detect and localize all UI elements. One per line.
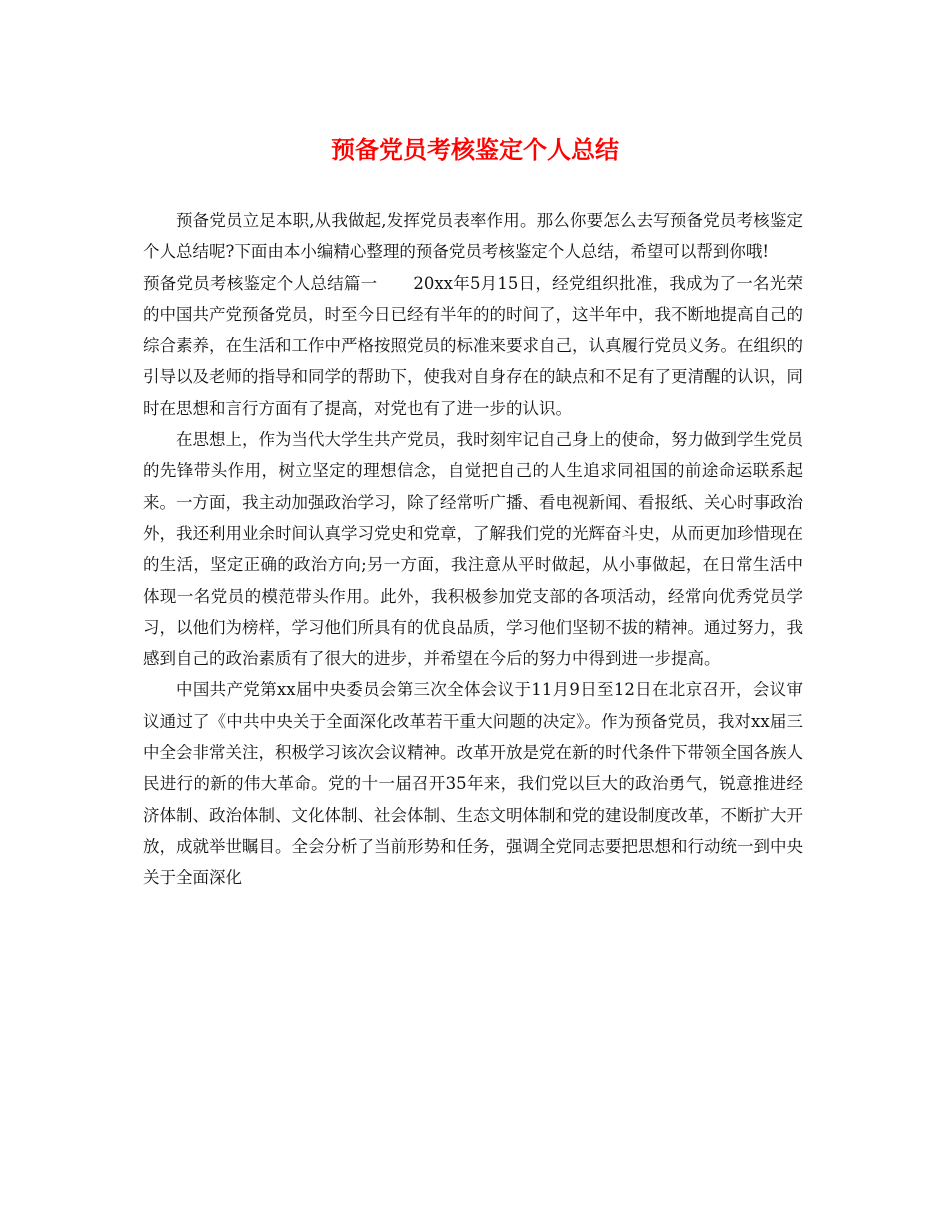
- plenum-paragraph: 中国共产党第xx届中央委员会第三次全体会议于11月9日至12日在北京召开，会议审议通过了《中共中央关于全面深化改革若干重大问题的决定》。作为预备党员，我对xx届三中全会非常关注，积极学习该次会议精神。改革开放是党在新的时代条件下带领全国各族人民进行的新的伟大革命。党的十一届召开35年来，我们党以巨大的政治勇气，锐意推进经济体制、政治体制、文化体制、社会体制、生态文明体制和党的建设制度改革，不断扩大开放，成就举世瞩目。全会分析了当前形势和任务，强调全党同志要把思想和行动统一到中央关于全面深化: [143, 680, 803, 888]
- thought-paragraph: 在思想上，作为当代大学生共产党员，我时刻牢记自己身上的使命，努力做到学生党员的先锋带头作用，树立坚定的理想信念，自觉把自己的人生追求同祖国的前途命运联系起来。一方面，我主动加强政治学习，除了经常听广播、看电视新闻、看报纸、关心时事政治外，我还利用业余时间认真学习党史和党章，了解我们党的光辉奋斗史，从而更加珍惜现在的生活，坚定正确的政治方向;另一方面，我注意从平时做起，从小事做起，在日常生活中体现一名党员的模范带头作用。此外，我积极参加党支部的各项活动，经常向优秀党员学习，以他们为榜样，学习他们所具有的优良品质，学习他们坚韧不拔的精神。通过努力，我感到自己的政治素质有了很大的进步，并希望在今后的努力中得到进一步提高。: [143, 430, 803, 669]
- section-one-heading: 预备党员考核鉴定个人总结篇一: [143, 273, 378, 293]
- section-one-paragraph: [143, 268, 803, 424]
- document-title: 预备党员考核鉴定个人总结: [331, 135, 619, 164]
- section-one-text: 20xx年5月15日，经党组织批准，我成为了一名光荣的中国共产党预备党员，时至今日已经有半年的的时间了，这半年中，我不断地提高自己的综合素养，在生活和工作中严格按照党员的标准来要求自己，认真履行党员义务。在组织的引导以及老师的指导和同学的帮助下，使我对自身存在的缺点和不足有了更清醒的认识，同时在思想和言行方面有了提高，对党也有了进一步的认识。: [143, 273, 803, 418]
- document-body: [143, 205, 803, 894]
- intro-paragraph: 预备党员立足本职,从我做起,发挥党员表率作用。那么你要怎么去写预备党员考核鉴定个人总结呢?下面由本小编精心整理的预备党员考核鉴定个人总结，希望可以帮到你哦!: [143, 211, 803, 262]
